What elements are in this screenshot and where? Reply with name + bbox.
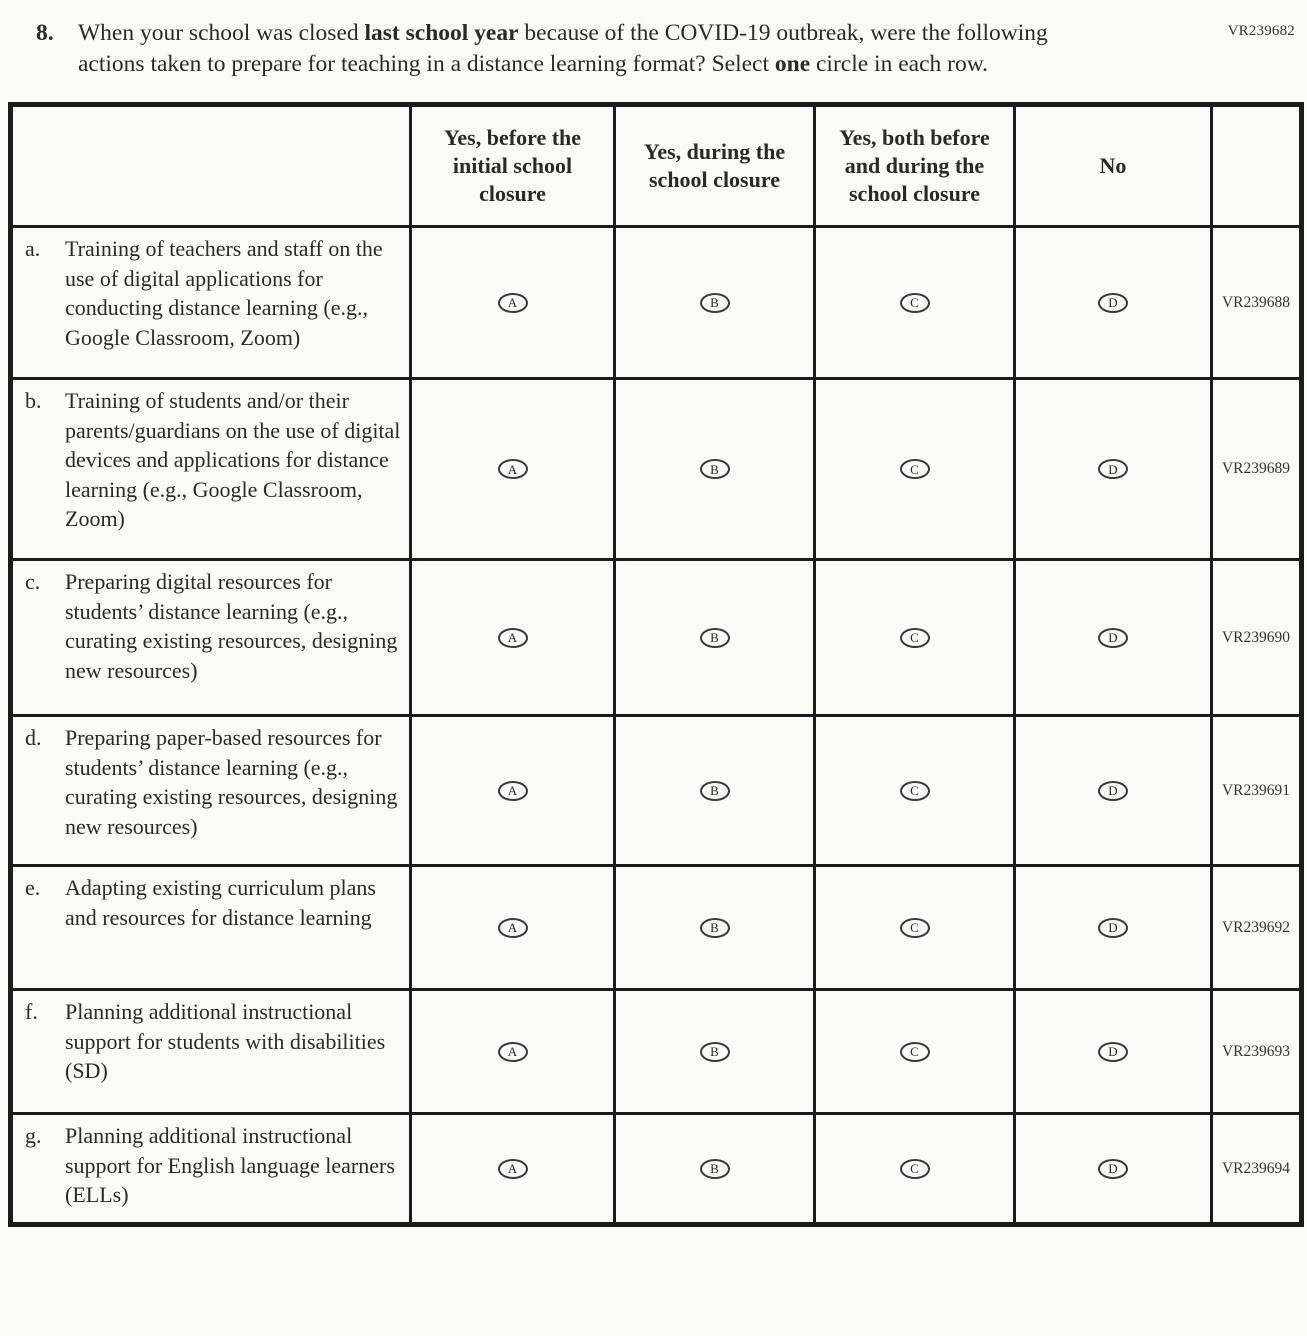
column-header-yes-during: Yes, during the school closure	[615, 105, 815, 227]
option-cell	[411, 560, 615, 716]
answer-bubble-a[interactable]: A	[498, 628, 528, 648]
table-row	[11, 990, 1302, 1114]
answer-bubble-d[interactable]: D	[1098, 918, 1128, 938]
row-vr-code: VR239691	[1212, 716, 1302, 866]
option-cell	[1015, 379, 1212, 560]
answer-bubble-a[interactable]: A	[498, 459, 528, 479]
row-letter: c.	[25, 569, 41, 594]
option-cell	[1015, 866, 1212, 990]
option-cell	[411, 379, 615, 560]
row-text: Training of teachers and staff on the use of digital applications for conducting distance learning (e.g., Google Classroom, Zoom)	[65, 236, 383, 350]
option-cell	[815, 560, 1015, 716]
option-cell	[815, 716, 1015, 866]
option-cell	[1015, 560, 1212, 716]
answer-bubble-c[interactable]: C	[900, 293, 930, 313]
row-label-cell	[11, 716, 411, 866]
answer-bubble-a[interactable]: A	[498, 781, 528, 801]
answer-bubble-c[interactable]: C	[900, 918, 930, 938]
table-row	[11, 227, 1302, 379]
answer-bubble-c[interactable]: C	[900, 1159, 930, 1179]
answer-bubble-a[interactable]: A	[498, 293, 528, 313]
answer-bubble-a[interactable]: A	[498, 918, 528, 938]
question-text	[78, 18, 1066, 80]
option-cell	[1015, 716, 1212, 866]
option-cell	[1015, 227, 1212, 379]
table-row	[11, 560, 1302, 716]
row-text: Preparing paper-based resources for students’ distance learning (e.g., curating existing resources, designing new resources)	[65, 725, 398, 839]
answer-bubble-d[interactable]: D	[1098, 628, 1128, 648]
column-header-yes-before: Yes, before the initial school closure	[411, 105, 615, 227]
row-vr-code: VR239694	[1212, 1114, 1302, 1225]
question-number: 8.	[36, 20, 54, 46]
option-cell	[411, 1114, 615, 1225]
vr-column-header	[1212, 105, 1302, 227]
question-segment: When your school was closed	[78, 20, 365, 46]
row-vr-code: VR239689	[1212, 379, 1302, 560]
option-cell	[1015, 990, 1212, 1114]
option-cell	[411, 866, 615, 990]
option-cell	[815, 866, 1015, 990]
column-header-no: No	[1015, 105, 1212, 227]
answer-bubble-b[interactable]: B	[700, 918, 730, 938]
response-grid	[8, 102, 1304, 1227]
question-segment-bold: one	[774, 51, 811, 77]
answer-bubble-b[interactable]: B	[700, 781, 730, 801]
row-text: Planning additional instructional support for students with disabilities (SD)	[65, 999, 386, 1083]
row-vr-code: VR239692	[1212, 866, 1302, 990]
answer-bubble-d[interactable]: D	[1098, 459, 1128, 479]
corner-cell	[11, 105, 411, 227]
table-row	[11, 716, 1302, 866]
column-header-yes-both: Yes, both before and during the school closure	[815, 105, 1015, 227]
row-label-cell	[11, 379, 411, 560]
answer-bubble-c[interactable]: C	[900, 781, 930, 801]
option-cell	[615, 227, 815, 379]
option-cell	[615, 560, 815, 716]
question-segment: because of the COVID-19 outbreak, were the following actions taken to prepare for teaching in a distance learning format? Select	[78, 20, 1048, 77]
form-code: VR239682	[1227, 23, 1295, 39]
answer-bubble-b[interactable]: B	[700, 1159, 730, 1179]
option-cell	[1015, 1114, 1212, 1225]
row-letter: d.	[25, 725, 42, 750]
table-row	[11, 1114, 1302, 1225]
answer-bubble-c[interactable]: C	[900, 459, 930, 479]
row-label-cell	[11, 560, 411, 716]
answer-bubble-c[interactable]: C	[900, 1042, 930, 1062]
row-text: Adapting existing curriculum plans and resources for distance learning	[65, 875, 376, 930]
option-cell	[411, 990, 615, 1114]
row-text: Preparing digital resources for students’ distance learning (e.g., curating existing resources, designing new resources)	[65, 569, 398, 683]
option-cell	[815, 990, 1015, 1114]
answer-bubble-b[interactable]: B	[700, 459, 730, 479]
table-row	[11, 379, 1302, 560]
answer-bubble-d[interactable]: D	[1098, 1042, 1128, 1062]
answer-bubble-a[interactable]: A	[498, 1159, 528, 1179]
row-letter: f.	[25, 999, 38, 1024]
answer-bubble-b[interactable]: B	[700, 1042, 730, 1062]
row-letter: g.	[25, 1123, 42, 1148]
option-cell	[815, 379, 1015, 560]
option-cell	[411, 716, 615, 866]
option-cell	[411, 227, 615, 379]
option-cell	[815, 227, 1015, 379]
table-row	[11, 866, 1302, 990]
answer-bubble-c[interactable]: C	[900, 628, 930, 648]
answer-bubble-d[interactable]: D	[1098, 293, 1128, 313]
row-text: Training of students and/or their parents/guardians on the use of digital devices and applications for distance learning (e.g., Google Classroom, Zoom)	[65, 388, 401, 531]
answer-bubble-d[interactable]: D	[1098, 781, 1128, 801]
question-segment-bold: last school year	[364, 20, 519, 46]
row-vr-code: VR239690	[1212, 560, 1302, 716]
answer-bubble-d[interactable]: D	[1098, 1159, 1128, 1179]
row-letter: a.	[25, 236, 41, 261]
option-cell	[615, 379, 815, 560]
question-segment: circle in each row.	[810, 51, 989, 77]
row-letter: b.	[25, 388, 42, 413]
row-text: Planning additional instructional support for English language learners (ELLs)	[65, 1123, 395, 1207]
question-block	[36, 18, 1066, 80]
row-vr-code: VR239693	[1212, 990, 1302, 1114]
answer-bubble-b[interactable]: B	[700, 628, 730, 648]
row-label-cell	[11, 866, 411, 990]
option-cell	[815, 1114, 1015, 1225]
row-vr-code: VR239688	[1212, 227, 1302, 379]
option-cell	[615, 1114, 815, 1225]
option-cell	[615, 866, 815, 990]
answer-bubble-a[interactable]: A	[498, 1042, 528, 1062]
option-cell	[615, 990, 815, 1114]
header-row	[11, 105, 1302, 227]
row-label-cell	[11, 990, 411, 1114]
row-label-cell	[11, 1114, 411, 1225]
row-letter: e.	[25, 875, 41, 900]
option-cell	[615, 716, 815, 866]
row-label-cell	[11, 227, 411, 379]
answer-bubble-b[interactable]: B	[700, 293, 730, 313]
